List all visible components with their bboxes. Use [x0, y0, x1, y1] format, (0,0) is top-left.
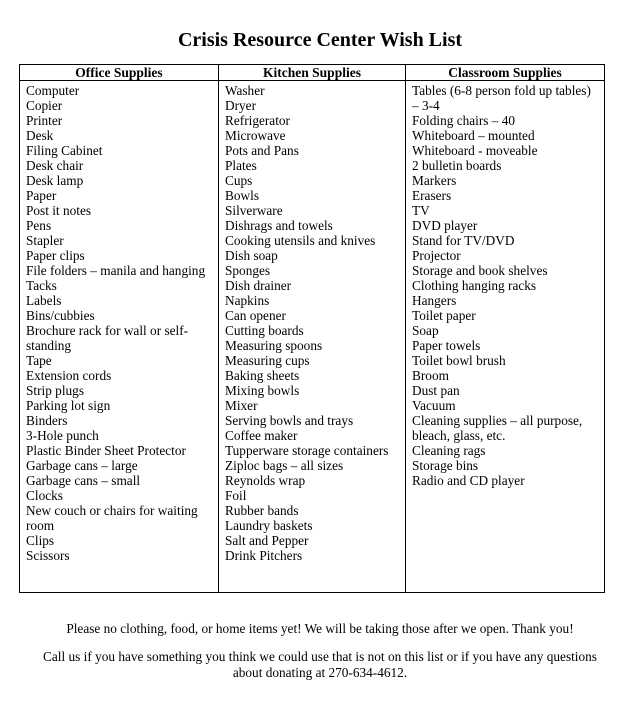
list-item: Projector	[412, 248, 461, 263]
list-item: Coffee maker	[225, 428, 298, 443]
list-item: Garbage cans – large	[26, 458, 138, 473]
list-item: Whiteboard - moveable	[412, 143, 538, 158]
column-header-classroom: Classroom Supplies	[406, 65, 605, 81]
table-header-row	[20, 65, 605, 81]
list-item: Clothing hanging racks	[412, 278, 537, 293]
list-item: Sponges	[225, 263, 271, 278]
list-item: Drink Pitchers	[225, 548, 303, 563]
list-item: Clocks	[26, 488, 63, 503]
list-item: Desk	[26, 128, 54, 143]
list-item: Serving bowls and trays	[225, 413, 354, 428]
list-item: TV	[412, 203, 430, 218]
list-item: Paper towels	[412, 338, 481, 353]
list-item: Markers	[412, 173, 457, 188]
list-item: Toilet paper	[412, 308, 476, 323]
list-item: Bowls	[225, 188, 259, 203]
list-item: Mixing bowls	[225, 383, 300, 398]
list-item: Extension cords	[26, 368, 112, 383]
list-item: Dust pan	[412, 383, 460, 398]
list-item: Hangers	[412, 293, 457, 308]
list-item: Tables (6-8 person fold up tables) – 3-4	[412, 83, 591, 113]
footer-note: Please no clothing, food, or home items yet! We will be taking those after we open. Thank you!	[66, 621, 574, 636]
list-item: Foil	[225, 488, 247, 503]
list-item: Dish drainer	[225, 278, 292, 293]
list-item: Tupperware storage containers	[225, 443, 389, 458]
list-item: Microwave	[225, 128, 286, 143]
list-item: Pens	[26, 218, 52, 233]
list-item: Dishrags and towels	[225, 218, 333, 233]
list-item: Copier	[26, 98, 63, 113]
list-item: Plastic Binder Sheet Protector	[26, 443, 186, 458]
list-item: Labels	[26, 293, 62, 308]
classroom-supplies-list	[406, 81, 605, 593]
table-body-row	[20, 81, 605, 593]
list-item: File folders – manila and hanging	[26, 263, 206, 278]
list-item: Silverware	[225, 203, 283, 218]
list-item: Mixer	[225, 398, 258, 413]
list-item: Can opener	[225, 308, 286, 323]
list-item: Dish soap	[225, 248, 278, 263]
footer-contact: Call us if you have something you think we could use that is not on this list or if you have any questions about donating at 270-634-4612.	[43, 649, 597, 680]
list-item: Cleaning supplies – all purpose, bleach, glass, etc.	[412, 413, 583, 443]
list-item: Baking sheets	[225, 368, 300, 383]
list-item: Binders	[26, 413, 68, 428]
list-item: DVD player	[412, 218, 478, 233]
column-header-office: Office Supplies	[20, 65, 219, 81]
wish-list-table	[19, 64, 605, 593]
list-item: Strip plugs	[26, 383, 84, 398]
list-item: Refrigerator	[225, 113, 290, 128]
list-item: Post it notes	[26, 203, 92, 218]
list-item: Whiteboard – mounted	[412, 128, 535, 143]
list-item: Stapler	[26, 233, 64, 248]
list-item: New couch or chairs for waiting room	[26, 503, 198, 533]
list-item: Desk chair	[26, 158, 84, 173]
list-item: Bins/cubbies	[26, 308, 95, 323]
list-item: Napkins	[225, 293, 270, 308]
list-item: Laundry baskets	[225, 518, 313, 533]
list-item: Tacks	[26, 278, 57, 293]
list-item: Radio and CD player	[412, 473, 525, 488]
list-item: Cooking utensils and knives	[225, 233, 376, 248]
list-item: Broom	[412, 368, 449, 383]
page-title: Crisis Resource Center Wish List	[177, 29, 463, 51]
list-item: Cleaning rags	[412, 443, 486, 458]
list-item: Soap	[412, 323, 439, 338]
list-item: Tape	[26, 353, 52, 368]
list-item: Vacuum	[412, 398, 456, 413]
list-item: Measuring cups	[225, 353, 310, 368]
list-item: Brochure rack for wall or self-standing	[26, 323, 189, 353]
list-item: Reynolds wrap	[225, 473, 306, 488]
list-item: Filing Cabinet	[26, 143, 103, 158]
list-item: Erasers	[412, 188, 452, 203]
list-item: Ziploc bags – all sizes	[225, 458, 344, 473]
list-item: Garbage cans – small	[26, 473, 141, 488]
list-item: Stand for TV/DVD	[412, 233, 515, 248]
list-item: Parking lot sign	[26, 398, 111, 413]
list-item: Measuring spoons	[225, 338, 323, 353]
list-item: Storage bins	[412, 458, 479, 473]
list-item: Cutting boards	[225, 323, 304, 338]
list-item: Storage and book shelves	[412, 263, 548, 278]
list-item: Toilet bowl brush	[412, 353, 506, 368]
list-item: Paper clips	[26, 248, 85, 263]
list-item: 2 bulletin boards	[412, 158, 502, 173]
list-item: Printer	[26, 113, 63, 128]
list-item: Dryer	[225, 98, 257, 113]
list-item: Plates	[225, 158, 257, 173]
list-item: Cups	[225, 173, 253, 188]
list-item: Rubber bands	[225, 503, 299, 518]
list-item: Clips	[26, 533, 55, 548]
kitchen-supplies-list	[219, 81, 406, 593]
list-item: Desk lamp	[26, 173, 84, 188]
list-item: Folding chairs – 40	[412, 113, 516, 128]
list-item: Computer	[26, 83, 80, 98]
list-item: Pots and Pans	[225, 143, 299, 158]
list-item: Salt and Pepper	[225, 533, 309, 548]
office-supplies-list	[20, 81, 219, 593]
list-item: Paper	[26, 188, 57, 203]
list-item: Washer	[225, 83, 265, 98]
column-header-kitchen: Kitchen Supplies	[219, 65, 406, 81]
list-item: Scissors	[26, 548, 70, 563]
list-item: 3-Hole punch	[26, 428, 99, 443]
